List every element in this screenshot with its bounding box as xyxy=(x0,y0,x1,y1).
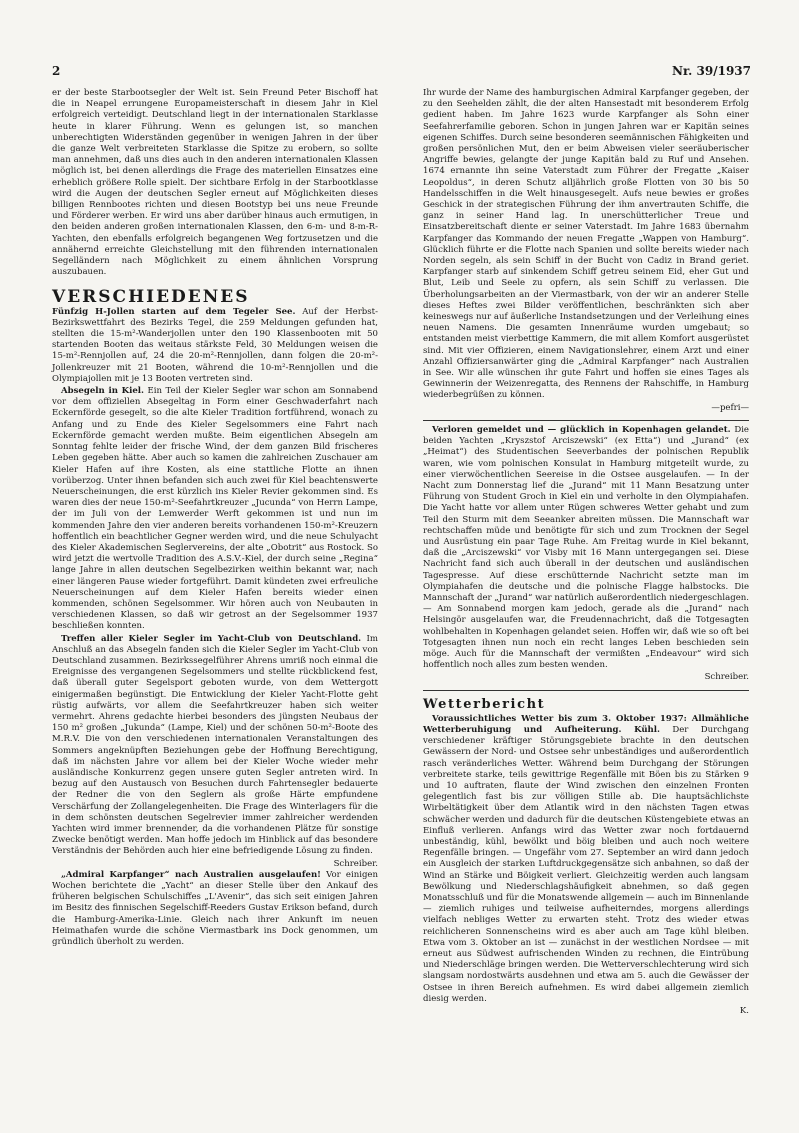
intro-paragraph: er der beste Starbootsegler der Welt ist. Sein Freund Peter Bischoff hat die in Neapel errungene Europameisterschaft in diesem Jahr in Kiel erfolgreich verteidigt. Deutschland liegt in der internationalen Starklasse heute in klarer Führung. Wenn es gelungen ist, so manchen unberechtigten Widerständen gegenüber in wenigen Jahren in der über die ganze Welt verbreiteten Starklasse die Spitze zu erobern, so sollte man annehmen, daß uns dies auch in den anderen internationalen Klassen möglich ist, bei denen allerdings die Frage des materiellen Einsatzes eine erheblich größere Rolle spielt. Der sichtbare Erfolg in der Starbootklasse wird die Augen der deutschen Segler erneut auf Möglichkeiten dieses billigen Rennbootes richten und diesen Bootstyp bei uns neue Freunde und Förderer werben. Er wird uns aber darüber hinaus auch ermutigen, in den beiden anderen großen internationalen Klassen, den 6-m- und 8-m-R-Yachten, den ebenfalls erfolgreich begangenen Weg fortzusetzen und die annähernd erreichte Gleichstellung mit den führenden internationalen Segelländern nach Möglichkeit zu einem ähnlichen Vorsprung auszubauen. xyxy=(52,88,378,278)
article-treffen-headline: Treffen aller Kieler Segler im Yacht-Club von Deutschland. xyxy=(61,633,362,644)
weather-title: Wetterbericht xyxy=(423,696,546,712)
signature-k: K. xyxy=(739,1006,749,1017)
article-karpfanger xyxy=(52,870,378,948)
page-number: 2 xyxy=(52,64,61,78)
article-verloren-headline: Verloren gemeldet und — glücklich in Kopenhagen gelandet. xyxy=(432,424,731,435)
divider xyxy=(423,420,749,421)
article-h-jollen-headline: Fünfzig H-Jollen starten auf dem Tegeler See. xyxy=(52,306,296,317)
article-karpfanger-body: Vor einigen Wochen berichtete die „Yacht“ an dieser Stelle über den Ankauf des früheren belgischen Schulschiffes „L'Avenir“, das sich seit einigen Jahren im Besitz des finnischen Segelschiff-Reeders Gustav Erikson befand, durch die Hamburg-Amerika-Linie. Gleich nach ihrer Ankunft im neuen Heimathafen wurde die schöne Viermastbark ins Dock genommen, um gründlich überholt zu werden. xyxy=(52,869,378,948)
right-column xyxy=(423,88,749,1017)
weather-body: Der Durchgang verschiedener kräftiger Störungsgebiete brachte in den deutschen Gewässern der Nord- und Ostsee sehr unbeständiges und außerordentlich rasch veränderliches Wetter. Während beim Durchgang der Störungen verbreitete starke, teils gewittrige Regenfälle mit Böen bis zu Stärken 9 und 10 auftraten, flaute der Wind zwischen den einzelnen Fronten gelegentlich fast bis zur völligen Stille ab. Die hauptsächlichste Wirbeltätigkeit über dem Atlantik wird in den nächsten Tagen etwas schwächer werden und dadurch für die deutschen Küstengebiete etwas an Einfluß verlieren. Anfangs wird das Wetter zwar noch fortdauernd unbeständig, kühl, bewölkt und böig bleiben und auch noch weitere Regenfälle bringen. — Ungefähr vom 27. September an wird dann jedoch ein Ausgleich der starken Luftdruckgegensätze sich anbahnen, so daß der Wind an Stärke und Böigkeit verliert. Gleichzeitig werden auch langsam Bewölkung und Niederschlagshäufigkeit abnehmen, so daß gegen Monatsschluß und für die Monatswende allgemein — auch im Binnenlande — ziemlich ruhiges und teilweise aufheiterndes, morgens allerdings vielfach nebliges Wetter zu erwarten steht. Trotz des wieder etwas reichlicheren Sonnenscheins wird es aber auch am Tage kühl bleiben. Etwa vom 3. Oktober an ist — zunächst in der westlichen Nordsee — mit erneut aus Südwest aufrischenden Winden zu rechnen, die Eintrübung und Niederschläge bringen werden. Die Wetterverschlechterung wird sich slangsam nordostwärts ausdehnen und etwa am 5. auch die Gewässer der Ostsee in ihren Bereich aufnehmen. Es wird dabei allgemein ziemlich diesig werden. xyxy=(423,724,749,1004)
issue-number: Nr. 39/1937 xyxy=(671,64,751,78)
article-absegeln-headline: Absegeln in Kiel. xyxy=(61,386,145,397)
article-absegeln xyxy=(52,386,378,632)
divider xyxy=(423,690,749,691)
article-h-jollen-body: Auf der Herbst-Bezirkswettfahrt des Bezirks Tegel, die 259 Meldungen gefunden hat, stellten die 15-m²-Wanderjollen unter den 190 Klassenbooten mit 50 startenden Booten das weitaus stärkste Feld, 30 Meldungen weisen die 15-m²-Rennjollen auf, 24 die 20-m²-Rennjollen, dann folgen die 20-m²-Jollenkreuzer mit 21 Booten, während die 10-m²-Rennjollen und die Olympiajollen mit je 13 Booten vertreten sind. xyxy=(52,306,378,384)
weather-report xyxy=(423,714,749,1005)
left-column xyxy=(52,88,378,949)
article-karpfanger-headline: „Admiral Karpfanger“ nach Australien ausgelaufen! xyxy=(61,869,321,880)
weather-headline: Voraussichtliches Wetter bis zum 3. Oktober 1937: Allmähliche Wetterberuhigung und Aufheiterung. Kühl. xyxy=(423,713,749,735)
karpfanger-continued: Ihr wurde der Name des hamburgischen Admiral Karpfanger gegeben, der zu den Seehelden zählt, die der alten Hansestadt mit besonderem Erfolg gedient haben. Im Jahre 1623 wurde Karpfanger als Sohn einer Seefahrerfamilie geboren. Schon in jungen Jahren war er Kapitän seines eigenen Schiffes. Durch seine besonderen seemännischen Fähigkeiten und großen persönlichen Mut, den er beim Abweisen vieler seeräuberischer Angriffe bewies, gelangte der junge Kapitän bald zu Ruf und Ansehen. 1674 ernannte ihn seine Vaterstadt zum Führer der Fregatte „Kaiser Leopoldus“, in deren Schutz alljährlich große Flotten von 30 bis 50 Handelsschiffen in die Welt hinausgesegelt. Aufs neue bewies er großes Geschick in der strategischen Führung der ihm anvertrauten Schiffe, die ganz in seiner Hand lag. In unerschütterlicher Treue und Einsatzbereitschaft diente er seiner Vaterstadt. Im Jahre 1683 übernahm Karpfanger das Kommando der neuen Fregatte „Wappen von Hamburg“. Glücklich führte er die Flotte nach Spanien und sollte bereits wieder nach Norden segeln, als sein Schiff in der Bucht von Cadiz in Brand geriet. Karpfanger starb auf sinkendem Schiff getreu seinem Eid, eher Gut und Blut, Leib und Seele zu opfern, als sein Schiff zu verlassen. Die Überholungsarbeiten an der Viermastbark, von der wir an anderer Stelle dieses Heftes zwei Bilder veröffentlichen, beschränkten sich aber keineswegs nur auf äußerliche Instandsetzungen und der Verleihung eines neuen Namens. Die gesamten Innenräume wurden umgebaut; so entstanden meist vierbettige Kammern, die mit allem Komfort ausgerüstet sind. Mit vier Offizieren, einem Navigationslehrer, einem Arzt und einer Anzahl Offiziersanwärter ging die „Admiral Karpfanger“ nach Australien in See. Wir alle wünschen ihr gute Fahrt und hoffen sie eines Tages als Gewinnerin der Weizenregatta, des Rennens der Rahschiffe, in Hamburg wiederbegrüßen zu können. xyxy=(423,88,749,401)
section-title: VERSCHIEDENES xyxy=(52,287,250,308)
article-verloren xyxy=(423,425,749,671)
signature-schreiber-1: Schreiber. xyxy=(333,858,378,869)
article-treffen xyxy=(52,634,378,858)
article-treffen-body: Im Anschluß an das Absegeln fanden sich die Kieler Segler im Yacht-Club von Deutschland zusammen. Bezirkssegelführer Ahrens umriß noch einmal die Ereignisse des vergangenen Segelsommers und stellte rückblickend fest, daß überall guter Segelsport geboten wurde, von dem Wettergott einigermaßen begünstigt. Die Entwicklung der Kieler Yacht-Flotte geht rüstig aufwärts, vor allem die Seefahrtkreuzer haben sich weiter vermehrt. Ahrens gedachte hierbei besonders des jüngsten Neubaus der 150 m² großen „Jukunda“ (Lampe, Kiel) und der schönen 50-m²-Boote des M.R.V. Die von den verschiedenen internationalen Veranstaltungen des Sommers angeknüpften Beziehungen gebe der Hoffnung Berechtigung, daß im nächsten Jahre vor allem bei der Kieler Woche wieder mehr ausländische Konkurrenz gegen unsere guten Segler antreten wird. In bezug auf den Austausch von Besuchen durch Fahrtensegler bedauerte der Redner die von den Seglern als große Härte empfundene Verschärfung der Zollangelegenheiten. Die Frage des Winterlagers für die in dem schönsten deutschen Segelrevier immer zahlreicher werdenden Yachten wird immer brennender, da die vorhandenen Plätze für sonstige Zwecke benötigt werden. Man hoffe jedoch im Hinblick auf das besondere Verständnis der Behörden auch hier eine befriedigende Lösung zu finden. xyxy=(52,633,378,857)
article-h-jollen xyxy=(52,307,378,385)
signature-pefri: —pefri— xyxy=(711,402,749,413)
article-absegeln-body: Ein Teil der Kieler Segler war schon am Sonnabend vor dem offiziellen Absegeltag in Form einer Geschwaderfahrt nach Eckernförde gesegelt, so die alte Kieler Tradition fortführend, wonach zu Anfang und zu Ende des Kieler Segelsommers eine Fahrt nach Eckernförde gemacht werden mußte. Beim eigentlichen Absegeln am Sonntag fehlte leider der frische Wind, der dem ganzen Bild frischeres Leben gegeben hätte. Aber auch so kamen die zahlreichen Zuschauer am Kieler Hafen auf ihre Kosten, als eine stattliche Flotte an ihnen vorüberzog. Unter ihnen befanden sich auch zwei für Kiel beachtenswerte Neuerscheinungen, die erst kürzlich ins Kieler Revier gekommen sind. Es waren dies der neue 150-m²-Seefahrtkreuzer „Jucunda“ von Herrn Lampe, der im Juli von der Lemwerder Werft gekommen ist und nun im kommenden Jahre den vier anderen bereits vorhandenen 150-m²-Kreuzern hoffentlich ein beachtlicher Gegner werden wird, und die neue Schulyacht des Kieler Akademischen Seglervereins, der alte „Obotrit“ aus Rostock. So wird jetzt die wertvolle Tradition des A.S.V.-Kiel, der durch seine „Regina“ lange Jahre in allen deutschen Segelbezirken weithin bekannt war, nach einer längeren Pause wieder fortgeführt. Damit kündeten zwei erfreuliche Neuerscheinungen auf dem Kieler Hafen bereits wieder einen kommenden, schönen Segelsommer. Wir hören auch von Neubauten in verschiedenen Klassen, so daß wir getrost an der Segelsommer 1937 beschließen konnten. xyxy=(52,386,379,632)
signature-schreiber-2: Schreiber. xyxy=(704,672,749,683)
article-verloren-body: Die beiden Yachten „Kryszstof Arciszewski“ (ex Etta“) und „Jurand“ (ex „Heimat“) des Studentischen Seeverbandes der polnischen Republik waren, wie vom polnischen Konsulat in Hamburg mitgeteilt wurde, zu einer vierwöchentlichen Seereise in die Ostsee ausgelaufen. — In der Nacht zum Donnerstag lief die „Jurand“ mit 11 Mann Besatzung unter Führung von Student Groch in Kiel ein und verholte in den Olympiahafen. Die Yacht hatte vor allem unter Rügen schweres Wetter gehabt und zum Teil den Sturm mit dem Seeanker abreiten müssen. Die Mannschaft war rechtschaffen müde und benötigte für sich und zum Trocknen der Segel und Ausrüstung ein paar Tage Ruhe. Am Freitag wurde in Kiel bekannt, daß die „Arciszewski“ vor Visby mit 16 Mann untergegangen sei. Diese Nachricht fand sich auch überall in der deutschen und ausländischen Tagespresse. Auf diese erschütternde Nachricht setzte man im Olympiahafen die deutsche und die polnische Flagge halbstocks. Die Mannschaft der „Jurand“ war natürlich außerordentlich niedergeschlagen. — Am Sonnabend morgen kam jedoch, gerade als die „Jurand“ nach Helsingör ausgelaufen war, die Freudennachricht, daß die Totgesagten wohlbehalten in Kopenhagen gelandet seien. Hoffen wir, daß wie so oft bei Totgesagten ihnen nun noch ein recht langes Leben beschieden sein möge. Auch für die Mannschaft der vermißten „Endeavour“ wird sich hoffentlich noch alles zum besten wenden. xyxy=(423,424,749,671)
